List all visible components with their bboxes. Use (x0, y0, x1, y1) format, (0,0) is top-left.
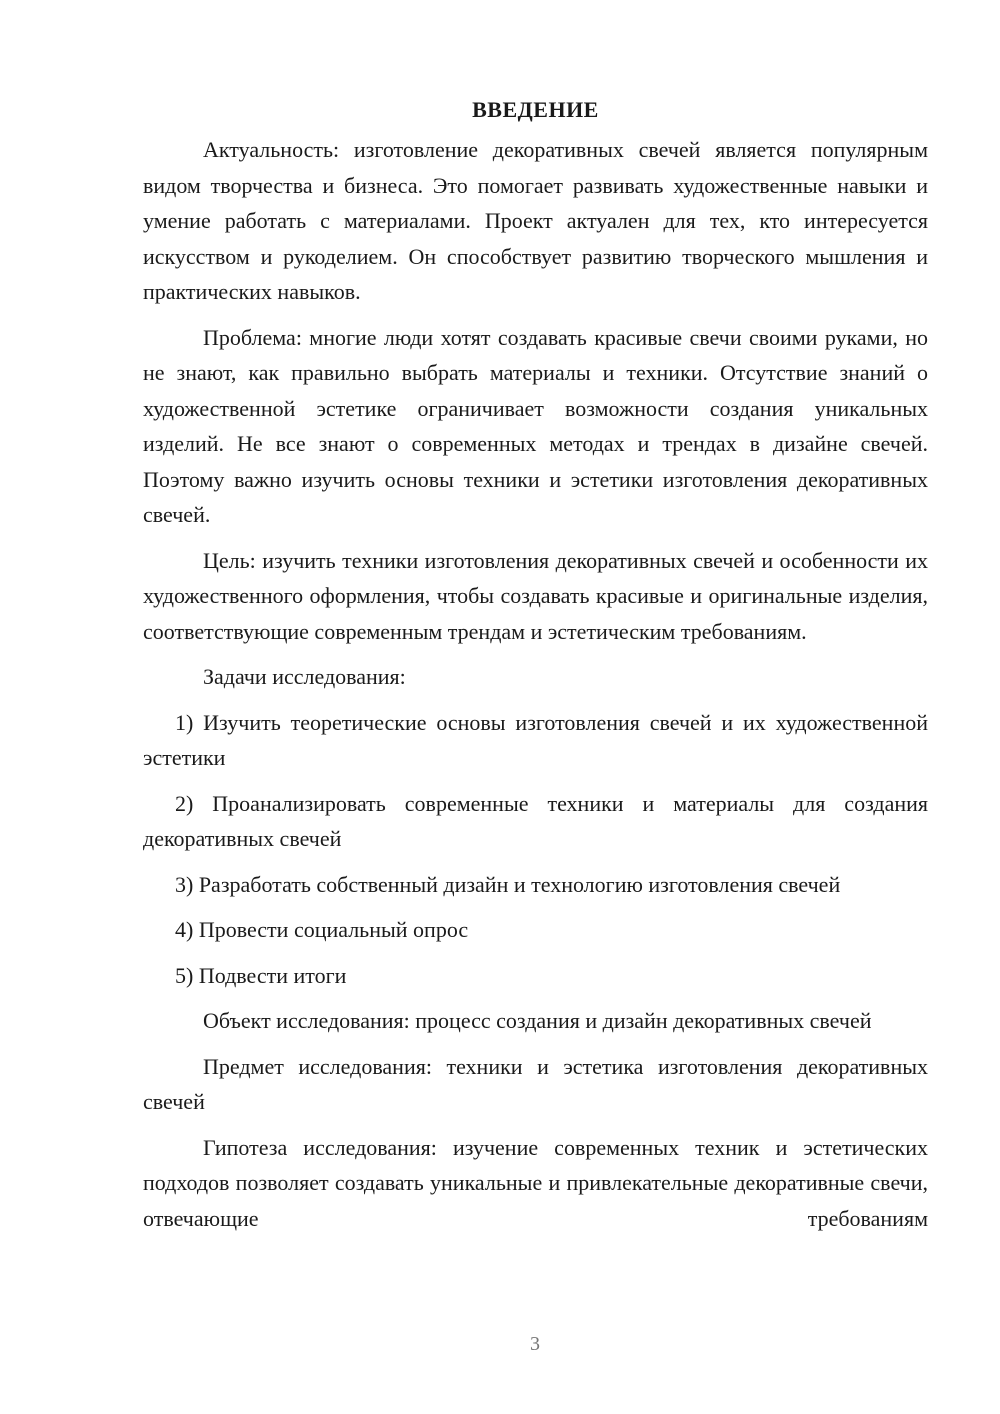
paragraph-object: Объект исследования: процесс создания и дизайн декоративных свечей (203, 1008, 872, 1033)
list-item: 2) Проанализировать современные техники и материалы для создания декоративных свечей (143, 790, 928, 851)
tasks-heading: Задачи исследования: (203, 664, 406, 689)
list-item: 4) Провести социальный опрос (175, 917, 469, 942)
document-page (143, 92, 928, 1246)
list-item: 1) Изучить теоретические основы изготовления свечей и их художественной эстетики (143, 709, 928, 770)
list-item: 5) Подвести итоги (175, 962, 347, 988)
paragraph-problem: Проблема: многие люди хотят создавать красивые свечи своими руками, но не знают, как правильно выбрать материалы и техники. Отсутствие знаний о художественной эстетике ограничивает возможности создания уникальных изделий. Не все знают о современных методах и трендах в дизайне свечей. Поэтому важно изучить основы техники и эстетики изготовления декоративных свечей. (143, 324, 928, 527)
paragraph-subject: Предмет исследования: техники и эстетика изготовления декоративных свечей (143, 1053, 928, 1114)
paragraph-hypothesis: Гипотеза исследования: изучение современных техник и эстетических подходов позволяет создавать уникальные и привлекательные декоративные свечи, отвечающие требованиям (143, 1134, 928, 1231)
tasks-list (143, 705, 928, 994)
paragraph-goal: Цель: изучить техники изготовления декоративных свечей и особенности их художественного оформления, чтобы создавать красивые и оригинальные изделия, соответствующие современным трендам и эстетическим требованиям. (143, 547, 928, 644)
page-title: ВВЕДЕНИЕ (472, 97, 599, 122)
list-item: 3) Разработать собственный дизайн и технологию изготовления свечей (175, 871, 841, 897)
page-number: 3 (530, 1333, 540, 1355)
paragraph-relevance: Актуальность: изготовление декоративных свечей является популярным видом творчества и бизнеса. Это помогает развивать художественные навыки и умение работать с материалами. Проект актуален для тех, кто интересуется искусством и рукоделием. Он способствует развитию творческого мышления и практических навыков. (143, 137, 928, 304)
